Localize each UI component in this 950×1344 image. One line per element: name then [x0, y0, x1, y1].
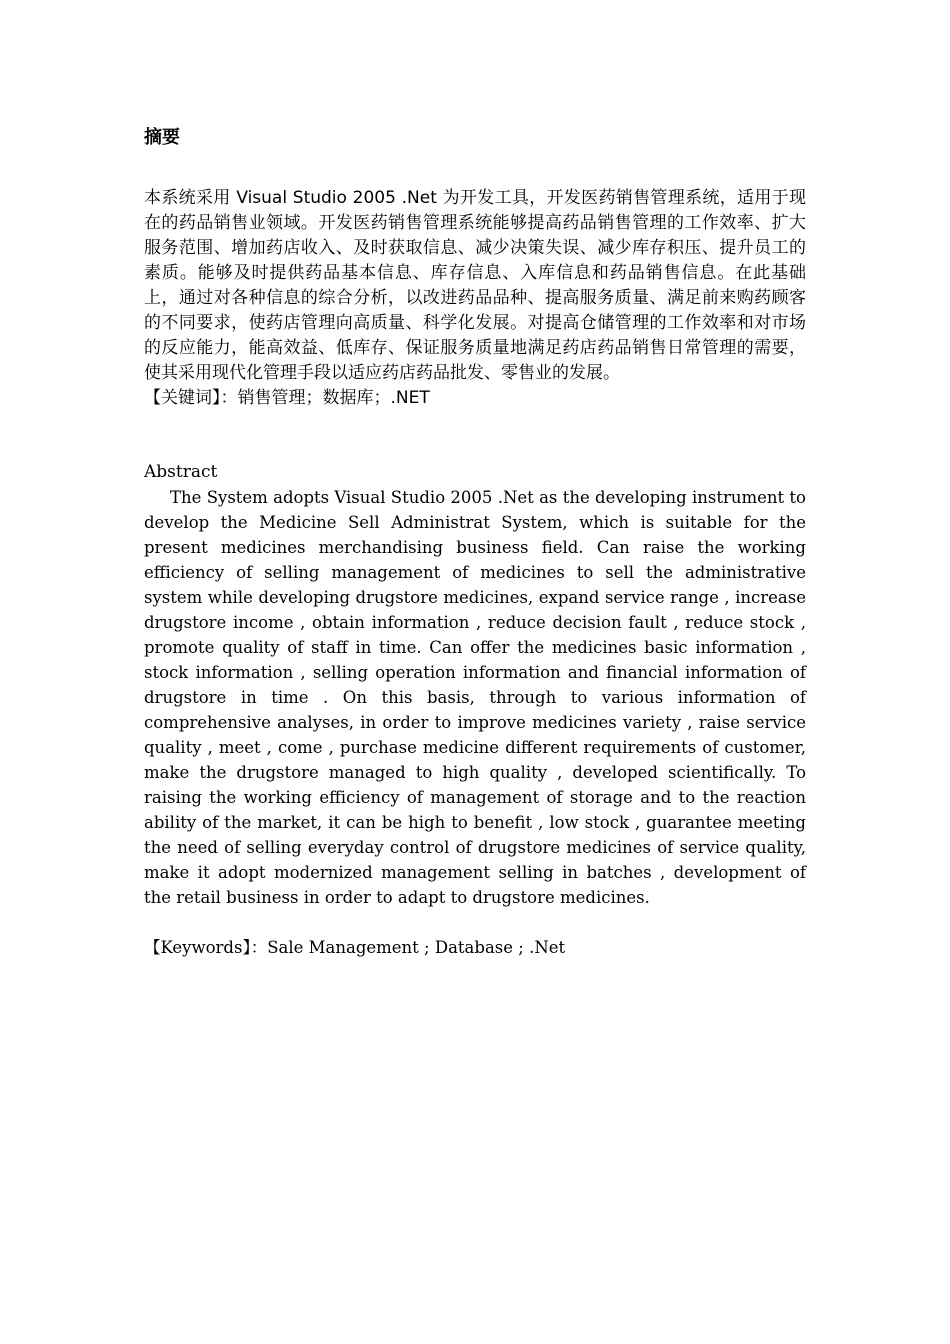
document-page: [144, 124, 806, 960]
english-abstract-body: The System adopts Visual Studio 2005 .Net as the developing instrument to develop the Medicine Sell Administrat System, which is suitable for the present medicines merchandising business field. Can raise the working efficiency of selling management of medicines to sell the administrative system while developing drugstore medicines, expand service range , increase drugstore income , obtain information , reduce decision fault , reduce stock , promote quality of staff in time. Can offer the medicines basic information , stock information , selling operation information and financial information of drugstore in time . On this basis, through to various information of comprehensive analyses, in order to improve medicines variety , raise service quality , meet , come , purchase medicine different requirements of customer, make the drugstore managed to high quality , developed scientifically. To raising the working efficiency of management of storage and to the reaction ability of the market, it can be high to benefit , low stock , guarantee meeting the need of selling everyday control of drugstore medicines of service quality, make it adopt modernized management selling in batches , development of the retail business in order to adapt to drugstore medicines.: [144, 488, 806, 907]
chinese-abstract-title: 摘要: [144, 127, 180, 148]
english-abstract-title: Abstract: [144, 462, 218, 482]
english-keywords: 【Keywords】：Sale Management ; Database ; .Net: [144, 938, 566, 957]
chinese-keywords: 【关键词】：销售管理；数据库；.NET: [144, 388, 430, 408]
chinese-abstract-body: 本系统采用 Visual Studio 2005 .Net 为开发工具，开发医药销售管理系统，适用于现在的药品销售业领域。开发医药销售管理系统能够提高药品销售管理的工作效率、扩大服务范围、增加药店收入、及时获取信息、减少决策失误、减少库存积压、提升员工的素质。能够及时提供药品基本信息、库存信息、入库信息和药品销售信息。在此基础上，通过对各种信息的综合分析，以改进药品品种、提高服务质量、满足前来购药顾客的不同要求，使药店管理向高质量、科学化发展。对提高仓储管理的工作效率和对市场的反应能力，能高效益、低库存、保证服务质量地满足药店药品销售日常管理的需要，使其采用现代化管理手段以适应药店药品批发、零售业的发展。: [144, 188, 806, 383]
